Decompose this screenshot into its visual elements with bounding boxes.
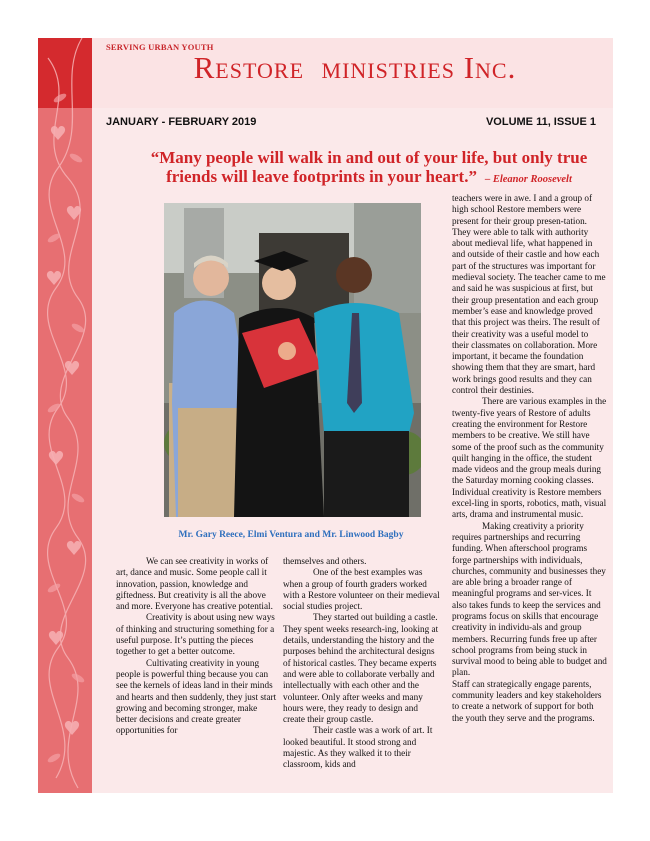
paragraph: They started out building a castle. They spent weeks research-ing, looking at details, understanding the history and the purposes behind the architectural designs of historical castles. They became experts and were able to collaborate verbally and intellectually with each other and the volunteer. Only after weeks and many hours were, they ready to design and create their group castle. [283, 612, 439, 725]
pull-quote [134, 148, 604, 189]
quote-author: – Eleanor Roosevelt [484, 174, 572, 185]
issue-volume: VOLUME 11, ISSUE 1 [485, 116, 596, 128]
photo-caption: Mr. Gary Reece, Elmi Ventura and Mr. Linwood Bagby [178, 530, 404, 540]
paragraph: We can see creativity in works of art, dance and music. Some people call it innovation, passion, knowledge and giftedness. But creativity is all the above and more. Everyone has creative potential. [116, 556, 273, 612]
issue-date: JANUARY - FEBRUARY 2019 [106, 116, 257, 128]
article-column-3 [452, 193, 607, 724]
heart-icon [67, 541, 81, 555]
newsletter-title [0, 50, 650, 86]
heart-icon [49, 451, 63, 465]
heart-icon [65, 361, 79, 375]
paragraph: One of the best examples was when a group of fourth graders worked with a Restore volunteer on their medieval social studies project. [283, 567, 440, 612]
decorative-sidebar [38, 38, 92, 793]
photo-illustration [164, 203, 421, 517]
tagline: SERVING URBAN YOUTH [106, 42, 214, 52]
floral-heart-pattern [38, 38, 92, 793]
article-column-2 [283, 556, 440, 771]
paragraph: themselves and others. [283, 556, 367, 566]
paragraph: Staff can strategically engage parents, community leaders and key stakeholders to create a network of support for both the youth they serve and the programs. [452, 678, 602, 723]
quote-text: “Many people will walk in and out of your life, but only true friends will leave footprints in your heart.” [150, 148, 588, 186]
paragraph: Their castle was a work of art. It looked beautiful. It stood strong and majestic. As they walked it to their classroom, kids and [283, 725, 433, 770]
graduation-photo [164, 203, 421, 517]
title-text: Restore ministries Inc. [193, 50, 517, 85]
paragraph: Making creativity a priority requires partnerships and recurring funding. When afterschool programs forge partnerships with individuals, churches, community and businesses they are able bring a broader range of meaningful programs and ser-vices. It also takes funds to keep the services and programs focus on skills that encourage creativity in individu-als and group members. Recurring funds free up after school programs from being stuck in survival mood to being able to budget and plan. [452, 520, 607, 678]
paragraph: Creativity is about using new ways of thinking and structuring something for a useful purpose. It’s putting the pieces together to get a better outcome. [116, 612, 275, 657]
heart-icon [51, 126, 65, 140]
paragraph: There are various examples in the twenty-five years of Restore of adults creating the environment for Restore members to be creative. We still have some of the proof such as the community quilt hanging in the office, the student made videos and the group meals during the Saturday morning cooking classes. Individual creativity is Restore members excel-ling in sports, robotics, math, visual arts, drama and instrumental music. [452, 396, 607, 520]
paragraph: Cultivating creativity in young people is powerful thing because you can see the kernels of ideas land in their minds and hearts and then suddenly, they just start growing and becoming stronger, make better decisions and create greater opportunities for [116, 657, 277, 736]
article-column-1 [116, 556, 279, 737]
paragraph: teachers were in awe. I and a group of high school Restore members were present for their group presen-tation. They were able to talk with authority about medieval life, what happened in and outside of their castle and how each part of the structures was important for medieval society. The teacher came to me and said he was suspicious at first, but their group presentation and each group member’s ease and knowledge proved that this project was theirs. The result of their creativity was a useful model to their classmates on collaboration. More important, it became the foundation showing them that they are smart, hard work brings good results and they can control their destinies. [452, 193, 606, 396]
